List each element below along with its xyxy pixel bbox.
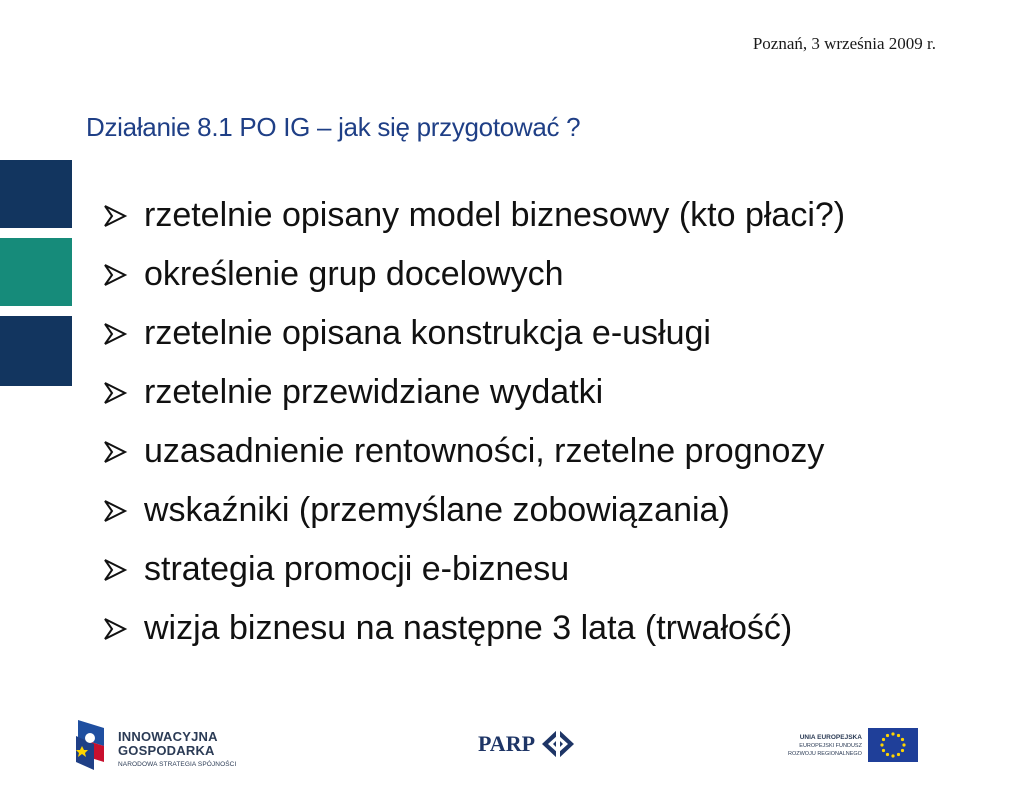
ig-line1: INNOWACYJNA [118, 729, 218, 744]
bullet-text: wizja biznesu na następne 3 lata (trwałość) [144, 609, 793, 647]
ig-flag-icon [72, 716, 114, 772]
date-text: Poznań, 3 września 2009 r. [752, 34, 936, 53]
arrow-bullet-icon [102, 380, 144, 406]
ig-line2: GOSPODARKA [118, 743, 215, 758]
parp-logo [478, 728, 575, 760]
arrow-bullet-icon [102, 321, 144, 347]
bullet-text: określenie grup docelowych [144, 255, 564, 293]
parp-emblem-icon [541, 728, 575, 760]
decor-square-navy-top [0, 160, 72, 228]
eu-line2: EUROPEJSKI FUNDUSZ [799, 742, 862, 749]
bullet-text: rzetelnie opisana konstrukcja e-usługi [144, 314, 711, 352]
bullet-text: wskaźniki (przemyślane zobowiązania) [144, 491, 730, 529]
parp-wordmark: PARP [478, 731, 536, 756]
bullet-item [102, 599, 845, 658]
bullet-item [102, 422, 845, 481]
arrow-bullet-icon [102, 616, 144, 642]
ig-line3: NARODOWA STRATEGIA SPÓJNOŚCI [118, 761, 237, 768]
eu-line3: ROZWOJU REGIONALNEGO [788, 750, 862, 757]
innowacyjna-gospodarka-logo [72, 716, 236, 772]
eu-line1: UNIA EUROPEJSKA [799, 733, 862, 741]
bullet-text: rzetelnie przewidziane wydatki [144, 373, 604, 411]
bullet-item [102, 363, 845, 422]
bullet-list [102, 186, 845, 658]
decor-square-teal [0, 238, 72, 306]
bullet-item [102, 186, 845, 245]
eu-logo [788, 728, 918, 762]
arrow-bullet-icon [102, 498, 144, 524]
decor-square-navy-bottom [0, 316, 72, 386]
bullet-text: rzetelnie opisany model biznesowy (kto płaci?) [144, 196, 846, 234]
bullet-item [102, 245, 845, 304]
arrow-bullet-icon [102, 203, 144, 229]
footer-logos [0, 712, 1024, 788]
arrow-bullet-icon [102, 557, 144, 583]
eu-flag-icon [868, 728, 918, 762]
bullet-item [102, 481, 845, 540]
bullet-text: uzasadnienie rentowności, rzetelne prognozy [144, 432, 825, 470]
bullet-item [102, 540, 845, 599]
arrow-bullet-icon [102, 262, 144, 288]
arrow-bullet-icon [102, 439, 144, 465]
bullet-text: strategia promocji e-biznesu [144, 550, 570, 588]
slide-title: Działanie 8.1 PO IG – jak się przygotować ? [86, 112, 581, 142]
bullet-item [102, 304, 845, 363]
